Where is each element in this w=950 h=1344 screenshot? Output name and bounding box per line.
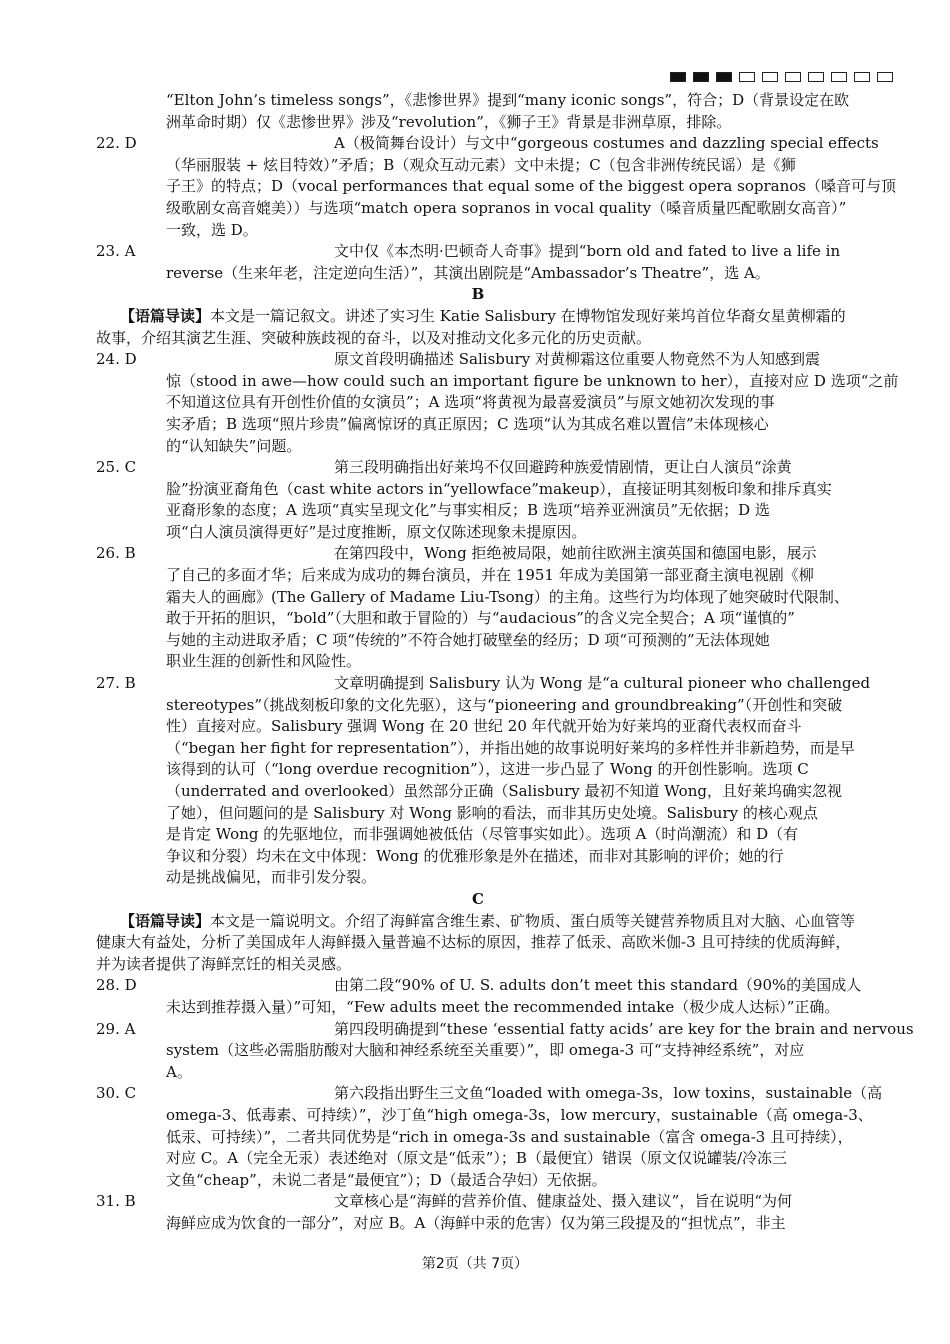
- section-b-guide-label: 【语篇导读】: [120, 306, 211, 325]
- explanation-line: 一致，选 D。: [166, 220, 258, 239]
- explanation-line: 洲革命时期）仅《悲惨世界》涉及“revolution”，《狮子王》背景是非洲草原，排除。: [166, 112, 732, 131]
- answer-item: [96, 133, 896, 241]
- explanation-line: stereotypes”（挑战刻板印象的文化先驱），这与“pioneering and groundbreaking”（开创性和突破: [166, 695, 843, 714]
- explanation-line: （华丽服装 + 炫目特效）”矛盾；B（观众互动元素）文中未提；C（包含非洲传统民谣）是《狮: [166, 155, 796, 174]
- answer-explanation: [166, 1083, 883, 1191]
- answer-item: [96, 241, 860, 284]
- progress-square: [762, 72, 778, 82]
- section-c-heading: C: [472, 889, 484, 908]
- explanation-line: 该得到的认可（“long overdue recognition”），这进一步凸显了 Wong 的开创性影响。选项 C: [166, 760, 809, 779]
- answer-number: 31. B: [96, 1192, 136, 1211]
- explanation-line: 是肯定 Wong 的先驱地位，而非强调她被低估（尽管事实如此）。选项 A（时尚潮流）和 D（有: [166, 825, 799, 844]
- explanation-line: 文鱼“cheap”，未说二者是“最便宜”）；D（最适合孕妇）无依据。: [166, 1170, 607, 1189]
- answer-list-section-c: [96, 975, 914, 1234]
- answer-number: 29. A: [96, 1019, 136, 1038]
- explanation-line: 不知道这位具有开创性价值的女演员”；A 选项“将黄视为最喜爱演员”与原文她初次发现的事: [166, 393, 775, 412]
- progress-square: [739, 72, 755, 82]
- explanation-line: 惊（stood in awe—how could such an important figure be unknown to her），直接对应 D 选项“之前: [166, 371, 899, 390]
- progress-square: [854, 72, 870, 82]
- answer-explanation: [166, 133, 896, 241]
- answer-explanation: [166, 1019, 914, 1084]
- explanation-line: system（这些必需脂肪酸对大脑和神经系统至关重要）”，即 omega-3 可“支持神经系统”，对应: [166, 1041, 805, 1060]
- explanation-line: reverse（生来年老，注定逆向生活）”，其演出剧院是“Ambassador’s Theatre”，选 A。: [166, 263, 770, 282]
- explanation-line: omega-3、低毒素、可持续）”，沙丁鱼“high omega-3s，low mercury，sustainable（高 omega-3、: [166, 1105, 873, 1124]
- answer-number: 26. B: [96, 544, 136, 563]
- answer-number: 27. B: [96, 674, 136, 693]
- answer-content: [96, 90, 914, 1234]
- progress-square: [808, 72, 824, 82]
- answer-number: 28. D: [96, 976, 137, 995]
- answer-item: [96, 673, 871, 889]
- answer-item: [96, 543, 860, 673]
- answer-list-section-b: [96, 349, 899, 889]
- section-c-guide-text: 本文是一篇说明文。介绍了海鲜富含维生素、矿物质、蛋白质等关键营养物质且对大脑、心血管等健康大有益处，分析了美国成年人海鲜摄入量普遍不达标的原因，推荐了低汞、高欧米伽-3 且可持续的优质海鲜，并为读者提供了海鲜烹饪的相关灵感。: [96, 911, 856, 973]
- explanation-line: 职业生涯的创新性和风险性。: [166, 652, 362, 671]
- answer-item: [96, 1019, 914, 1084]
- answer-explanation: [166, 673, 871, 889]
- progress-square: [716, 72, 732, 82]
- explanation-line: 与她的主动进取矛盾；C 项“传统的”不符合她打破壁垒的经历；D 项“可预测的”无法体现她: [166, 630, 770, 649]
- answer-explanation: [166, 975, 860, 1018]
- answer-explanation: [166, 1191, 860, 1234]
- page-footer: 第2页（共 7页）: [421, 1256, 529, 1272]
- explanation-line: 文中仅《本杰明·巴顿奇人奇事》提到“born old and fated to live a life in: [334, 242, 841, 261]
- continued-explanation: [96, 90, 860, 133]
- answer-number: 23. A: [96, 242, 136, 261]
- answer-number: 22. D: [96, 134, 137, 153]
- section-c-guide: [96, 911, 860, 976]
- explanation-line: 第六段指出野生三文鱼“loaded with omega-3s，low toxins，sustainable（高: [334, 1084, 883, 1103]
- answer-explanation: [166, 241, 860, 284]
- answer-explanation: [166, 349, 899, 457]
- answer-explanation: [166, 543, 860, 673]
- explanation-line: A（极简舞台设计）与文中“gorgeous costumes and dazzling special effects: [334, 134, 879, 153]
- answer-item: [96, 1083, 883, 1191]
- answer-explanation: [166, 457, 860, 543]
- explanation-line: 子王》的特点；D（vocal performances that equal some of the biggest opera sopranos（嗓音可与顶: [166, 177, 896, 196]
- explanation-line: 亚裔形象的态度；A 选项“真实呈现文化”与事实相反；B 选项“培养亚洲演员”无依据；D 选: [166, 501, 770, 520]
- explanation-line: 项“白人演员演得更好”是过度推断，原文仅陈述现象未提原因。: [166, 522, 587, 541]
- explanation-line: （“began her fight for representation”），并指出她的故事说明好莱坞的多样性并非新趋势，而是早: [166, 738, 855, 757]
- section-b-guide-text: 本文是一篇记叙文。讲述了实习生 Katie Salisbury 在博物馆发现好莱坞首位华裔女星黄柳霜的故事，介绍其演艺生涯、突破种族歧视的奋斗，以及对推动文化多元化的历史贡献。: [96, 306, 846, 347]
- progress-square: [831, 72, 847, 82]
- explanation-line: 争议和分裂）均未在文中体现：Wong 的优雅形象是外在描述，而非对其影响的评价；她的行: [166, 846, 784, 865]
- page-progress-indicator: [670, 72, 893, 82]
- progress-square: [693, 72, 709, 82]
- explanation-line: A。: [166, 1062, 192, 1081]
- explanation-line: 第四段明确提到“these ‘essential fatty acids’ are key for the brain and nervous: [334, 1019, 914, 1038]
- explanation-line: 级歌剧女高音媲美））与选项“match opera sopranos in vocal quality（嗓音质量匹配歌剧女高音）”: [166, 198, 847, 217]
- explanation-line: 动是挑战偏见，而非引发分裂。: [166, 868, 377, 887]
- explanation-line: 低汞、可持续）”，二者共同优势是“rich in omega-3s and sustainable（富含 omega-3 且可持续），: [166, 1127, 853, 1146]
- explanation-line: 未达到推荐摄入量）”可知，“Few adults meet the recommended intake（极少成人达标）”正确。: [166, 997, 840, 1016]
- explanation-line: 脸”扮演亚裔角色（cast white actors in“yellowface”makeup），直接证明其刻板印象和排斥真实: [166, 479, 832, 498]
- answer-list-section-a: [96, 133, 896, 284]
- answer-number: 30. C: [96, 1084, 137, 1103]
- section-b-heading: B: [471, 285, 485, 304]
- answer-number: 24. D: [96, 350, 137, 369]
- explanation-line: 实矛盾；B 选项“照片珍贵”偏离惊讶的真正原因；C 选项“认为其成名难以置信”未体现核心: [166, 414, 769, 433]
- explanation-line: 原文首段明确描述 Salisbury 对黄柳霜这位重要人物竟然不为人知感到震: [334, 350, 820, 369]
- explanation-line: 性）直接对应。Salisbury 强调 Wong 在 20 世纪 20 年代就开始为好莱坞的亚裔代表权而奋斗: [166, 717, 802, 736]
- explanation-line: 的“认知缺失”问题。: [166, 436, 302, 455]
- explanation-line: 由第二段“90% of U. S. adults don’t meet this standard（90%的美国成人: [334, 976, 862, 995]
- explanation-line: 敢于开拓的胆识，“bold”（大胆和敢于冒险的）与“audacious”的含义完全契合；A 项“谨慎的”: [166, 609, 795, 628]
- explanation-line: 文章核心是“海鲜的营养价值、健康益处、摄入建议”，旨在说明“为何: [334, 1192, 793, 1211]
- explanation-line: （underrated and overlooked）虽然部分正确（Salisbury 最初不知道 Wong，且好莱坞确实忽视: [166, 782, 842, 800]
- progress-square: [670, 72, 686, 82]
- explanation-line: 海鲜应成为饮食的一部分”，对应 B。A（海鲜中汞的危害）仅为第三段提及的“担忧点”，非主: [166, 1213, 786, 1232]
- explanation-line: 霜夫人的画廊》(The Gallery of Madame Liu-Tsong）的主角。这些行为均体现了她突破时代限制、: [166, 587, 849, 606]
- section-b-guide: [96, 306, 860, 349]
- answer-item: [96, 1191, 860, 1234]
- explanation-line: 在第四段中，Wong 拒绝被局限，她前往欧洲主演英国和德国电影，展示: [334, 544, 817, 563]
- explanation-line: 对应 C。A（完全无汞）表述绝对（原文是“低汞”）；B（最便宜）错误（原文仅说罐装/冷冻三: [166, 1149, 787, 1168]
- section-c-guide-label: 【语篇导读】: [120, 911, 211, 930]
- answer-item: [96, 457, 860, 543]
- explanation-line: 了她），但问题问的是 Salisbury 对 Wong 影响的看法，而非其历史处境。Salisbury 的核心观点: [166, 803, 818, 822]
- explanation-line: 文章明确提到 Salisbury 认为 Wong 是“a cultural pioneer who challenged: [334, 674, 871, 693]
- answer-item: [96, 349, 899, 457]
- answer-number: 25. C: [96, 458, 137, 477]
- progress-square: [877, 72, 893, 82]
- explanation-line: 了自己的多面才华；后来成为成功的舞台演员，并在 1951 年成为美国第一部亚裔主演电视剧《柳: [166, 566, 814, 585]
- explanation-line: 第三段明确指出好莱坞不仅回避跨种族爱情剧情，更让白人演员“涂黄: [334, 458, 792, 477]
- explanation-line: “Elton John’s timeless songs”，《悲惨世界》提到“many iconic songs”，符合；D（背景设定在欧: [166, 91, 850, 109]
- answer-item: [96, 975, 860, 1018]
- progress-square: [785, 72, 801, 82]
